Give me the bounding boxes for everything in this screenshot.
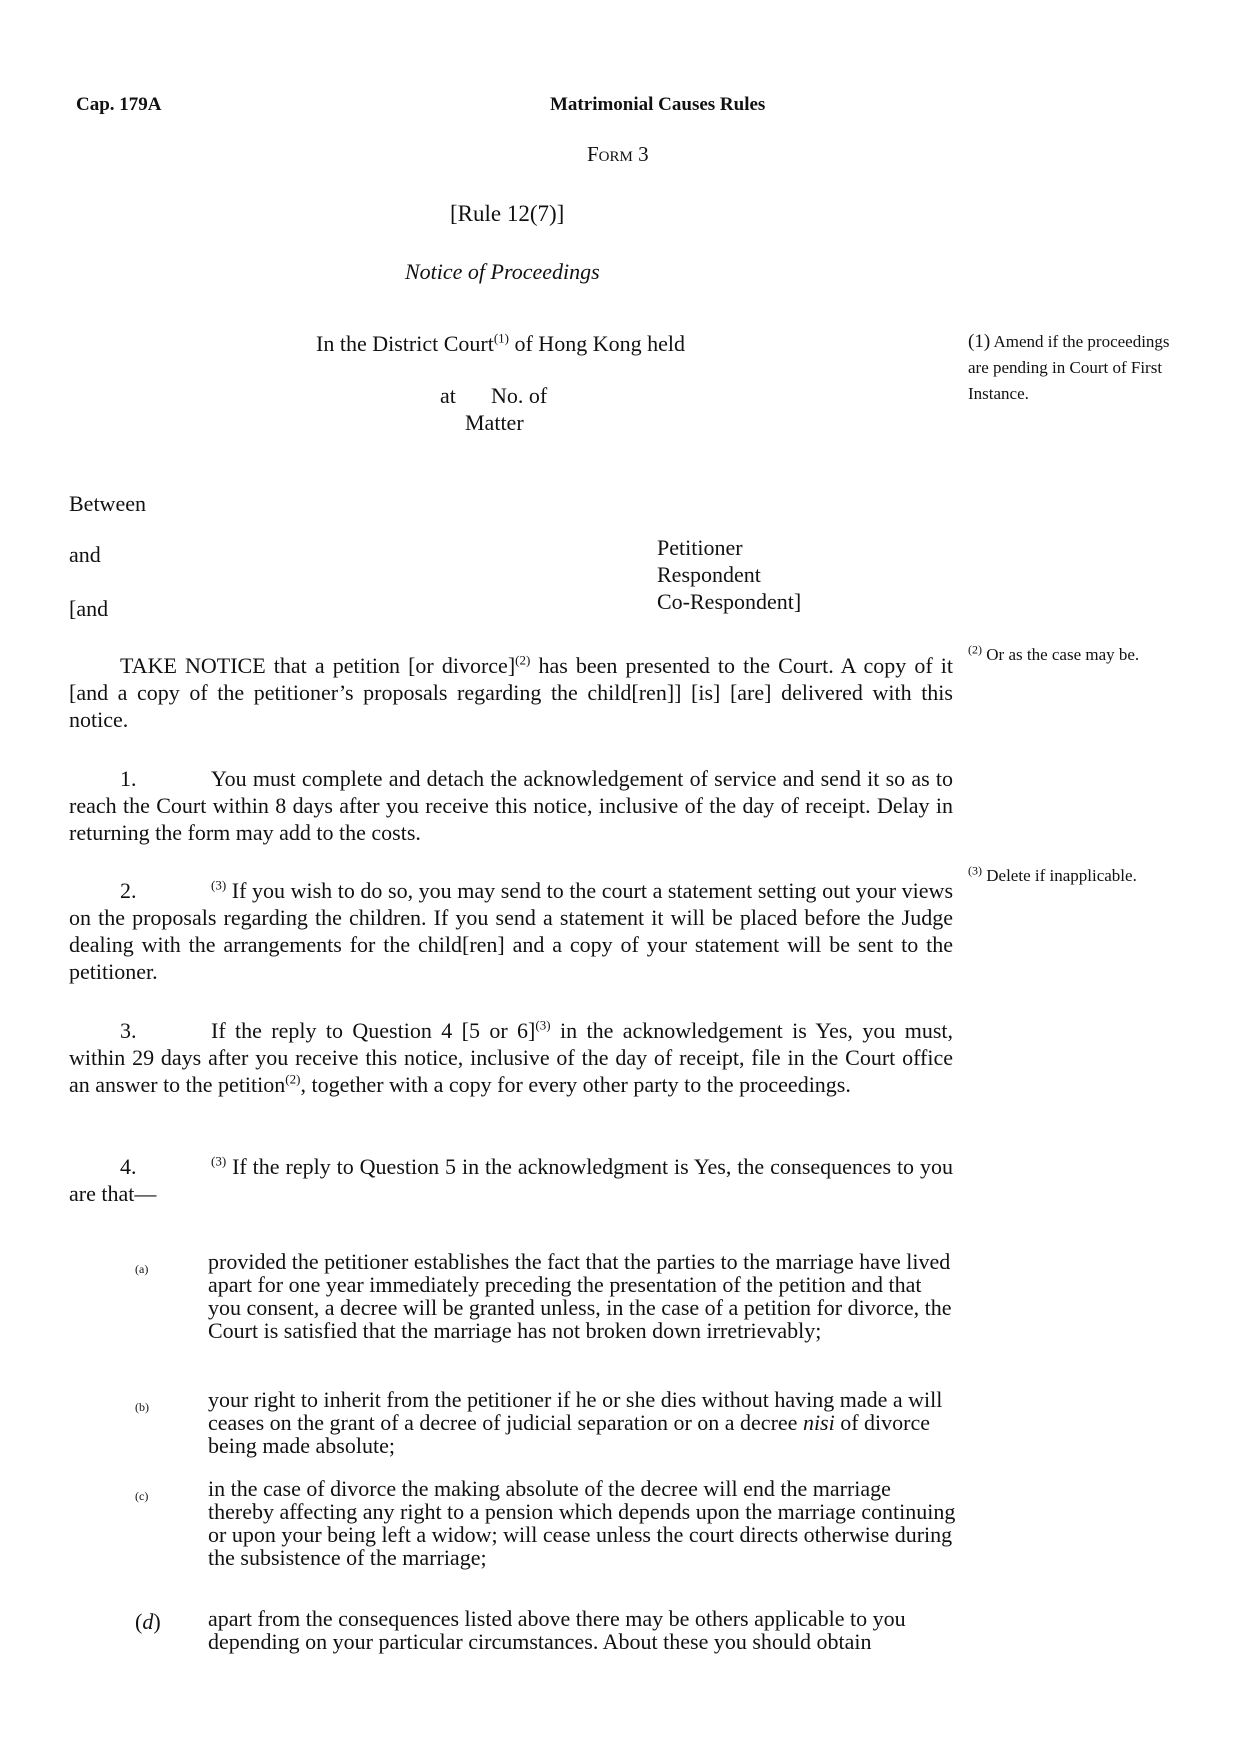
paragraph-1 xyxy=(69,765,953,846)
paragraph-4 xyxy=(69,1153,953,1207)
chapter-number: Cap. 179A xyxy=(76,94,162,115)
court-number-of: No. of xyxy=(491,383,548,408)
notice-text: TAKE NOTICE that a petition [or divorce] xyxy=(120,653,516,678)
margin-note-3 xyxy=(968,863,1198,889)
paragraph-2 xyxy=(69,877,953,985)
item-c-label: (c) xyxy=(135,1489,149,1503)
item-b-nisi: nisi xyxy=(802,1410,835,1435)
paragraph-1-number: 1. xyxy=(120,766,137,791)
margin-note-3-text: Delete if inapplicable. xyxy=(982,866,1137,885)
margin-note-2-text: Or as the case may be. xyxy=(982,645,1140,664)
item-d-open: ( xyxy=(135,1609,143,1634)
paragraph-3-number: 3. xyxy=(120,1018,137,1043)
item-c-text: in the case of divorce the making absolute of the decree will end the marriage thereby affecting any right to a pension which depends upon the marriage continuing or upon your being left a widow; will cease unless the court directs otherwise during the subsistence of the marriage; xyxy=(208,1476,956,1570)
item-b-label: (b) xyxy=(135,1400,149,1414)
footnote-ref-3c: (3) xyxy=(211,1153,227,1169)
paragraph-1-text: You must complete and detach the acknowledgement of service and send it so as to reach the Court within 8 days after you receive this notice, inclusive of the day of receipt. Delay in returning the form may add to the costs. xyxy=(69,766,953,845)
paragraph-3-text-end: , together with a copy for every other party to the proceedings. xyxy=(300,1072,851,1097)
item-d-text: apart from the consequences listed above there may be others applicable to you depending on your particular circumstances. About these you should obtain xyxy=(208,1606,906,1654)
court-line-suffix: of Hong Kong held xyxy=(508,331,685,356)
party-respondent: Respondent xyxy=(657,562,761,587)
form-title xyxy=(587,142,649,167)
footnote-ref-3b: (3) xyxy=(535,1017,551,1033)
form-number: 3 xyxy=(638,142,649,166)
footnote-ref-3: (3) xyxy=(211,877,227,893)
party-petitioner: Petitioner xyxy=(657,535,743,560)
paragraph-2-text: If you wish to do so, you may send to the court a statement setting out your views on the proposals regarding the children. If you send a statement it will be placed before the Judge dealing with the arrangements for the child[ren] and a copy of your statement will be sent to the petitioner. xyxy=(69,878,953,984)
footnote-ref-1: (1) xyxy=(493,330,509,346)
paragraph-4-number: 4. xyxy=(120,1154,137,1179)
item-b-text-end: of divorce being made absolute; xyxy=(208,1410,931,1458)
margin-note-1-text: Amend if the proceedings are pending in Court of First Instance. xyxy=(968,332,1170,403)
paragraph-3-text: If the reply to Question 4 [5 or 6] xyxy=(211,1018,536,1043)
item-d-letter: d xyxy=(142,1609,154,1634)
margin-note-1 xyxy=(968,329,1178,407)
party-co-respondent: Co-Respondent] xyxy=(657,589,802,614)
document-title: Matrimonial Causes Rules xyxy=(550,94,766,115)
footnote-ref-2b: (2) xyxy=(285,1071,301,1087)
item-d-label xyxy=(135,1608,161,1635)
court-at: at xyxy=(440,383,456,408)
item-b-text xyxy=(208,1388,956,1457)
parties-between: Between xyxy=(69,491,146,516)
form-word: Form xyxy=(587,142,633,166)
paragraph-4-text: If the reply to Question 5 in the acknowledgment is Yes, the consequences to you are that— xyxy=(69,1154,953,1206)
form-heading: Notice of Proceedings xyxy=(405,259,600,284)
paragraph-3 xyxy=(69,1017,953,1098)
parties-and-bracket: [and xyxy=(69,596,109,621)
item-b-text-start: your right to inherit from the petitioner if he or she dies without having made a will ceases on the grant of a decree of judicial separation or on a decree xyxy=(208,1387,943,1435)
paragraph-3-text-mid: in the acknowledgement is Yes, you must, within 29 days after you receive this notice, inclusive of the day of receipt, file in the Court office an answer to the petition xyxy=(69,1018,953,1097)
margin-note-3-number: (3) xyxy=(968,863,982,878)
rule-reference: [Rule 12(7)] xyxy=(450,201,565,226)
margin-note-2-number: (2) xyxy=(968,642,982,657)
item-d-close: ) xyxy=(153,1609,161,1634)
item-a-label: (a) xyxy=(135,1262,149,1276)
item-a-text: provided the petitioner establishes the fact that the parties to the marriage have lived apart for one year immediately preceding the presentation of the petition and that you consent, a decree will be granted unless, in the case of a petition for divorce, the Court is satisfied that the marriage has not broken down irretrievably; xyxy=(208,1249,952,1343)
court-line xyxy=(316,330,685,357)
parties-and: and xyxy=(69,542,101,567)
margin-note-1-number: (1) xyxy=(968,331,991,352)
notice-text-cont: has been presented to the Court. A copy of it [and a copy of the petitioner’s proposals regarding the child[ren]] [is] [are] delivered with this notice. xyxy=(69,653,953,732)
paragraph-2-number: 2. xyxy=(120,878,137,903)
court-line-text: In the District Court xyxy=(316,331,494,356)
footnote-ref-2: (2) xyxy=(515,652,531,668)
margin-note-2 xyxy=(968,642,1198,668)
court-matter: Matter xyxy=(465,410,524,435)
notice-paragraph xyxy=(69,652,953,733)
